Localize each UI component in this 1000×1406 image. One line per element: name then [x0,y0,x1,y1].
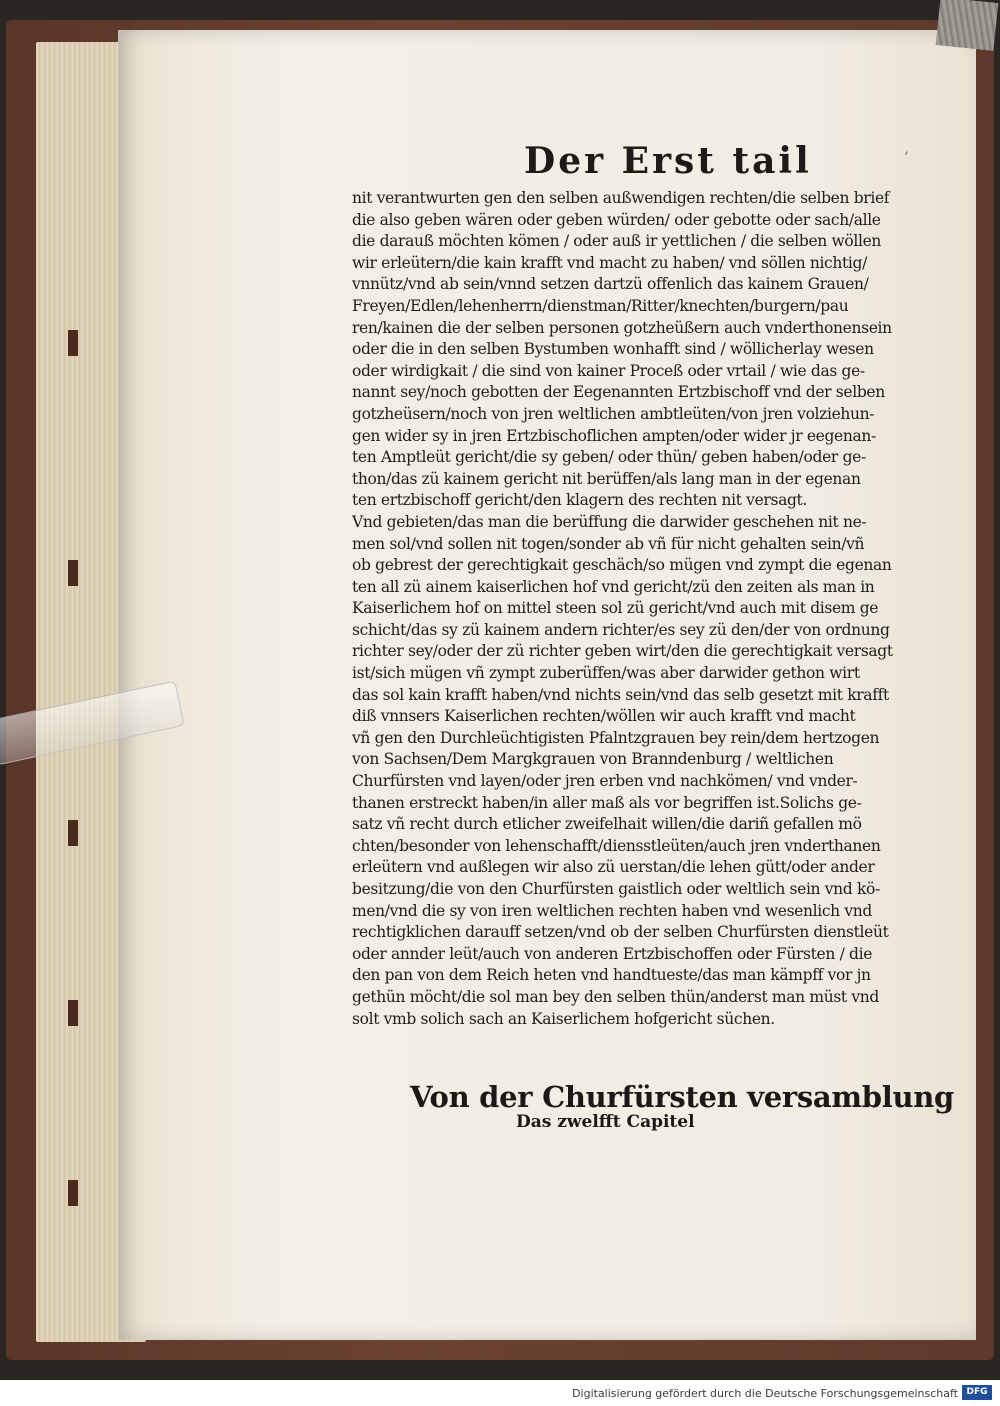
text-line: solt vmb solich sach an Kaiserlichem hofgericht süchen. [352,1009,775,1028]
text-line: Churfürsten vnd layen/oder jren erben vnd nachkömen/ vnd vnder- [352,772,858,791]
text-line: ist/sich mügen vñ zympt zuberüffen/was aber darwider gethon wirt [352,664,860,683]
text-line: Kaiserlichem hof on mittel steen sol zü gericht/vnd auch mit disem ge [352,599,879,618]
text-line: ten all zü ainem kaiserlichen hof vnd gericht/zü den zeiten als man in [352,577,875,596]
text-line: gethün möcht/die sol man bey den selben thün/anderst man müst vnd [352,987,880,1006]
body-text [352,188,942,1030]
margin-mark: ’ [904,150,909,166]
text-line: men sol/vnd sollen nit togen/sonder ab vñ für nicht gehalten sein/vñ [352,534,865,553]
text-line: ren/kainen die der selben personen gotzheüßern auch vnderthonensein [352,318,892,337]
footer-bar [0,1380,1000,1406]
text-line: von Sachsen/Dem Margkgrauen von Branndenburg / weltlichen [352,750,834,769]
text-line: nit verantwurten gen den selben außwendigen rechten/die selben brief [352,189,890,207]
chapter-subtitle: Das zwelfft Capitel [516,1112,695,1132]
text-line: rechtigklichen darauff setzen/vnd ob der selben Churfürsten dienstleüt [352,923,889,942]
text-line: ob gebrest der gerechtigkait geschäch/so mügen vnd zympt die egenan [352,556,892,575]
text-line: nannt sey/noch gebotten der Eegenannten Ertzbischoff vnd der selben [352,383,885,402]
binding-tab [68,330,78,356]
text-line: die darauß möchten kömen / oder auß ir yettlichen / die selben wöllen [352,232,882,251]
text-line: schicht/das sy zü kainem andern richter/es sey zü den/der von ordnung [352,620,890,639]
binding-tab [68,1180,78,1206]
text-line: richter sey/oder der zü richter geben wirt/den die gerechtigkait versagt [352,642,893,661]
text-line: vnnütz/vnd ab sein/vnnd setzen dartzü offenlich das kainem Grauen/ [352,275,869,294]
text-line: besitzung/die von den Churfürsten gaistlich oder weltlich sein vnd kö- [352,880,880,898]
text-line: diß vnnsers Kaiserlichen rechten/wöllen wir auch krafft vnd macht [352,707,856,726]
text-line: gotzheüsern/noch von jren weltlichen ambtleüten/von jren volziehun- [352,404,875,423]
text-line: thanen erstreckt haben/in aller maß als vor begriffen ist.Solichs ge- [352,793,862,812]
text-line: Vnd gebieten/das man die berüffung die darwider geschehen nit ne- [352,512,867,531]
text-line: men/vnd die sy von iren weltlichen rechten haben vnd wesenlich vnd [352,901,873,920]
bookmark-ribbon [936,0,999,51]
text-line: den pan von dem Reich heten vnd handtueste/das man kämpff vor jn [352,966,871,985]
text-line: oder wirdigkait / die sind von kainer Proceß oder vrtail / wie das ge- [352,361,865,380]
text-line: ten Amptleüt gericht/die sy geben/ oder thün/ geben haben/oder ge- [352,448,866,467]
text-line: gen wider sy in jren Ertzbischoflichen ampten/oder wider jr eegenan- [352,426,876,445]
chapter-title: Von der Churfürsten versamblung [410,1080,955,1114]
binding-tab [68,1000,78,1026]
text-line: die also geben wären oder geben würden/ oder gebotte oder sach/alle [352,210,881,229]
text-line: thon/das zü kainem gericht nit berüffen/als lang man in der egenan [352,469,861,488]
text-line: ten ertzbischoff gericht/den klagern des rechten nit versagt. [352,491,807,510]
running-head: Der Erst tail [524,140,812,182]
text-line: erleütern vnd außlegen wir also zü uerstan/die lehen gütt/oder ander [352,858,875,877]
text-line: das sol kain krafft haben/vnd nichts sein/vnd das selb gesetzt mit krafft [352,685,889,704]
funding-credit: Digitalisierung gefördert durch die Deutsche Forschungsgemeinschaft [572,1387,958,1400]
text-line: wir erleütern/die kain krafft vnd macht zu haben/ vnd söllen nichtig/ [352,253,867,272]
binding-tab [68,560,78,586]
text-line: satz vñ recht durch etlicher zweifelhait willen/die dariñ gefallen mö [352,815,862,834]
text-line: chten/besonder von lehenschafft/diensstleüten/auch jren vnderthanen [352,836,881,855]
text-line: oder die in den selben Bystumben wonhafft sind / wöllicherlay wesen [352,340,874,359]
text-line: vñ gen den Durchleüchtigisten Pfalntzgrauen bey rein/dem hertzogen [352,728,880,747]
dfg-logo: DFG [962,1385,992,1400]
text-line: Freyen/Edlen/lehenherrn/dienstman/Ritter/knechten/burgern/pau [352,296,849,315]
text-line: oder annder leüt/auch von anderen Ertzbischoffen oder Fürsten / die [352,944,873,963]
binding-tab [68,820,78,846]
